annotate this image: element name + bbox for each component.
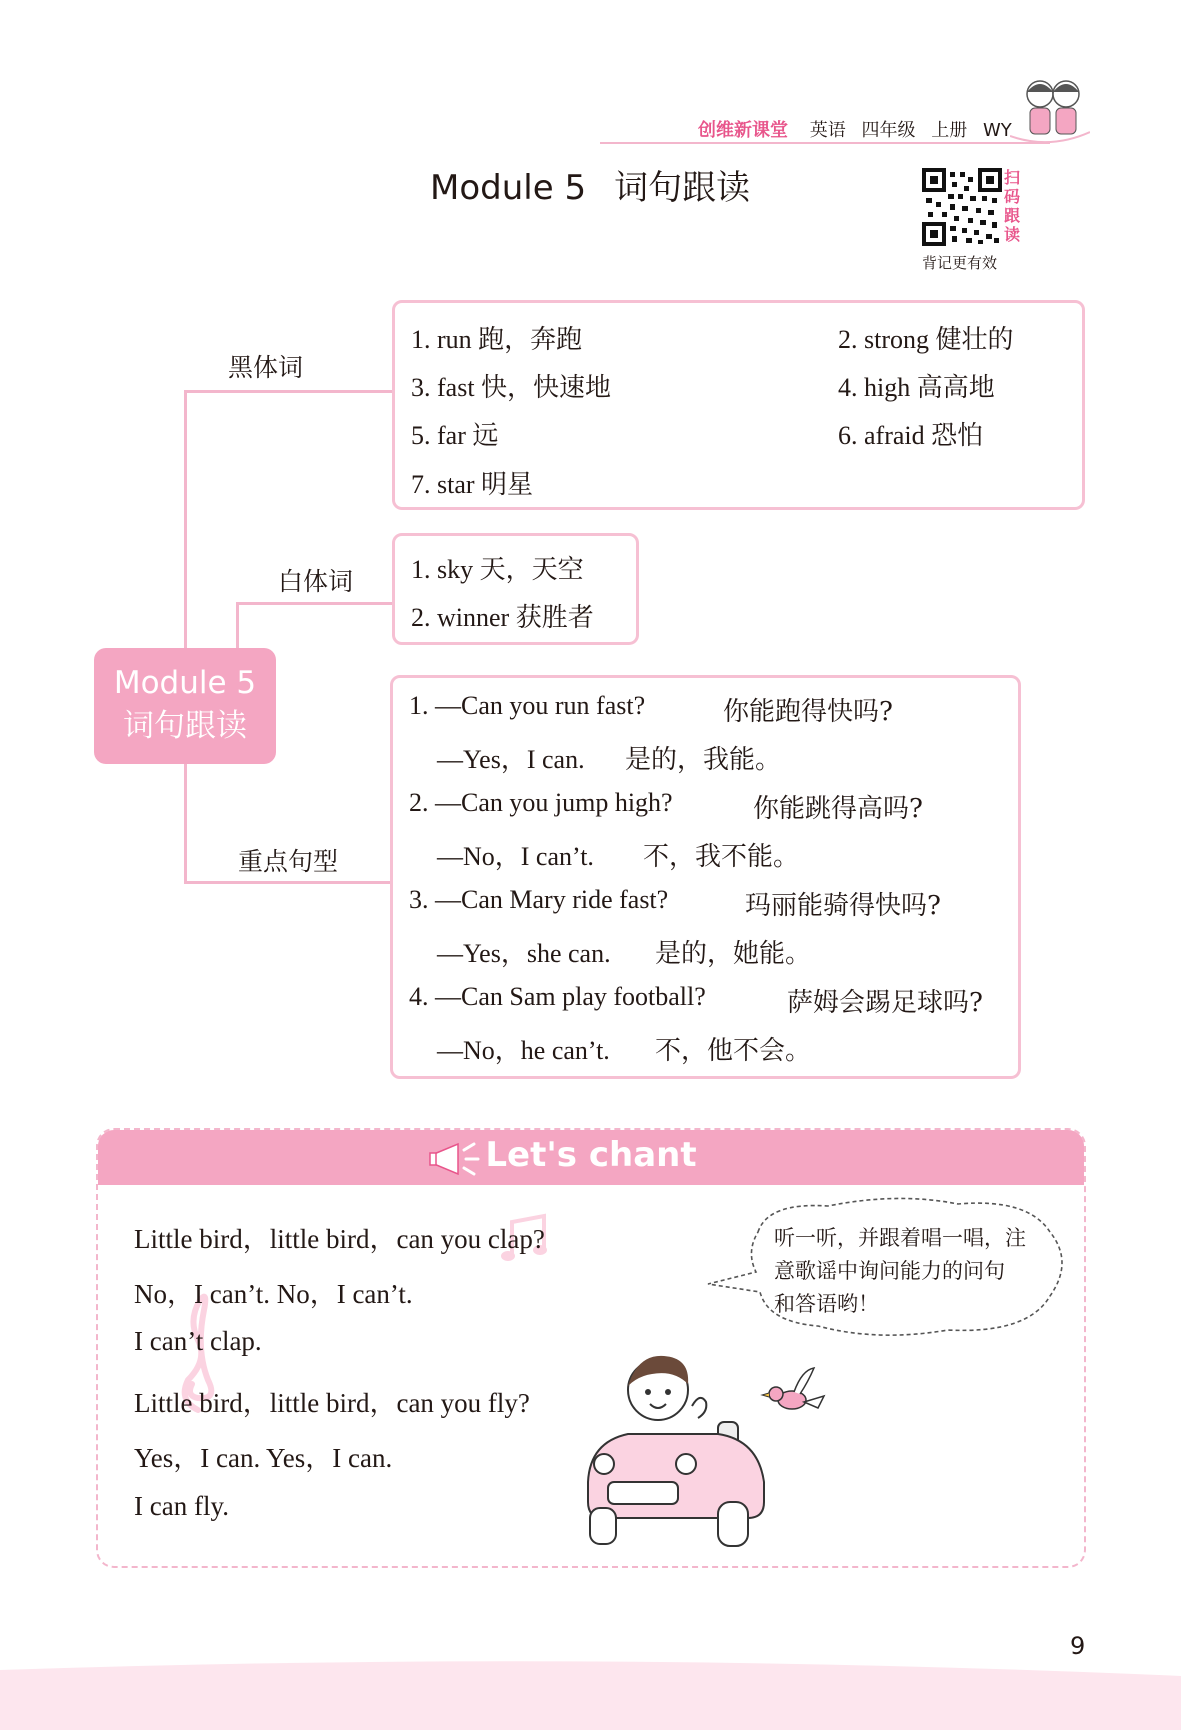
chant-line: I can’t clap. <box>134 1326 262 1356</box>
plain-words-box <box>392 533 639 645</box>
subject-label: 英语 <box>809 120 846 141</box>
label-plain-words: 白体词 <box>278 567 354 596</box>
sentence-question-cn: 玛丽能骑得快吗? <box>745 891 941 921</box>
word-item: 4. high 高高地 <box>838 373 995 402</box>
qr-side-char: 码 <box>1004 187 1021 206</box>
label-key-sentences: 重点句型 <box>238 847 339 876</box>
key-sentences-box <box>390 675 1021 1079</box>
qr-side-char: 跟 <box>1004 206 1021 225</box>
page-title <box>430 160 750 209</box>
sentence-answer: —Yes，I can. <box>437 745 585 774</box>
sentence-question-cn: 萨姆会踢足球吗? <box>787 988 983 1018</box>
kids-mascot-illustration <box>1010 72 1090 152</box>
word-item: 3. fast 快，快速地 <box>411 373 612 402</box>
label-bold-words: 黑体词 <box>228 353 304 382</box>
bird-icon <box>758 1362 838 1422</box>
chant-line: No，I can’t. No，I can’t. <box>134 1279 413 1309</box>
bubble-text <box>774 1222 1026 1321</box>
edition-label: WY <box>982 120 1012 141</box>
title-topic: 词句跟读 <box>614 168 751 208</box>
bubble-line: 和答语哟！ <box>774 1292 879 1316</box>
grade-label: 四年级 <box>861 120 916 141</box>
chant-line: Little bird，little bird，can you clap? <box>134 1224 545 1254</box>
branch-stem-plain <box>236 602 239 650</box>
sentence-question: 1. —Can you run fast? <box>409 691 646 720</box>
brand-name: 创维新课堂 <box>698 120 788 141</box>
word-item: 2. strong 健壮的 <box>838 325 1014 354</box>
sentence-question: 4. —Can Sam play football? <box>409 982 706 1011</box>
running-header <box>698 116 1022 142</box>
qr-side-char: 扫 <box>1004 168 1021 187</box>
word-item: 1. run 跑，奔跑 <box>411 325 583 354</box>
chant-line: I can fly. <box>134 1491 229 1521</box>
chant-section <box>96 1128 1086 1568</box>
sentence-answer-cn: 不，我不能。 <box>643 842 800 872</box>
tree-trunk-line <box>184 390 187 884</box>
word-item: 6. afraid 恐怕 <box>838 421 984 450</box>
sentence-answer: —Yes，she can. <box>437 939 611 968</box>
sentence-question: 3. —Can Mary ride fast? <box>409 885 669 914</box>
hub-line-2: 词句跟读 <box>123 708 247 744</box>
word-item: 2. winner 获胜者 <box>411 603 594 632</box>
page-number: 9 <box>1070 1632 1086 1660</box>
volume-label: 上册 <box>931 120 968 141</box>
bold-words-box <box>392 300 1085 510</box>
header-rule <box>600 142 1050 144</box>
chant-line: Little bird，little bird，can you fly? <box>134 1388 530 1418</box>
sentence-question: 2. —Can you jump high? <box>409 788 673 817</box>
word-item: 7. star 明星 <box>411 470 534 499</box>
sentence-answer-cn: 是的，我能。 <box>625 745 782 775</box>
qr-side-char: 读 <box>1004 225 1021 244</box>
boy-in-car-illustration <box>568 1342 788 1552</box>
qr-caption: 背记更有效 <box>922 254 998 272</box>
sentence-question-cn: 你能跳得高吗? <box>753 794 923 824</box>
qr-code[interactable] <box>922 168 1002 246</box>
branch-line-plain <box>236 602 392 605</box>
title-module: Module 5 <box>430 168 587 208</box>
hub-line-1: Module 5 <box>113 665 257 701</box>
chant-title: Let's chant <box>485 1135 697 1175</box>
word-item: 1. sky 天，天空 <box>411 555 584 584</box>
sentence-answer-cn: 不，他不会。 <box>655 1036 812 1066</box>
word-item: 5. far 远 <box>411 421 499 450</box>
qr-side-text <box>1004 168 1026 244</box>
sentence-answer-cn: 是的，她能。 <box>655 939 812 969</box>
sentence-question-cn: 你能跑得快吗? <box>723 697 893 727</box>
bubble-line: 听一听，并跟着唱一唱，注 <box>774 1226 1026 1250</box>
module-hub <box>94 648 276 764</box>
footer-band <box>0 1650 1181 1730</box>
branch-line-sentences <box>184 881 392 884</box>
sentence-answer: —No，I can’t. <box>437 842 594 871</box>
chant-line: Yes，I can. Yes，I can. <box>134 1443 393 1473</box>
branch-line-bold <box>184 390 392 393</box>
bubble-line: 意歌谣中询问能力的问句 <box>774 1259 1005 1283</box>
sentence-answer: —No，he can’t. <box>437 1036 610 1065</box>
